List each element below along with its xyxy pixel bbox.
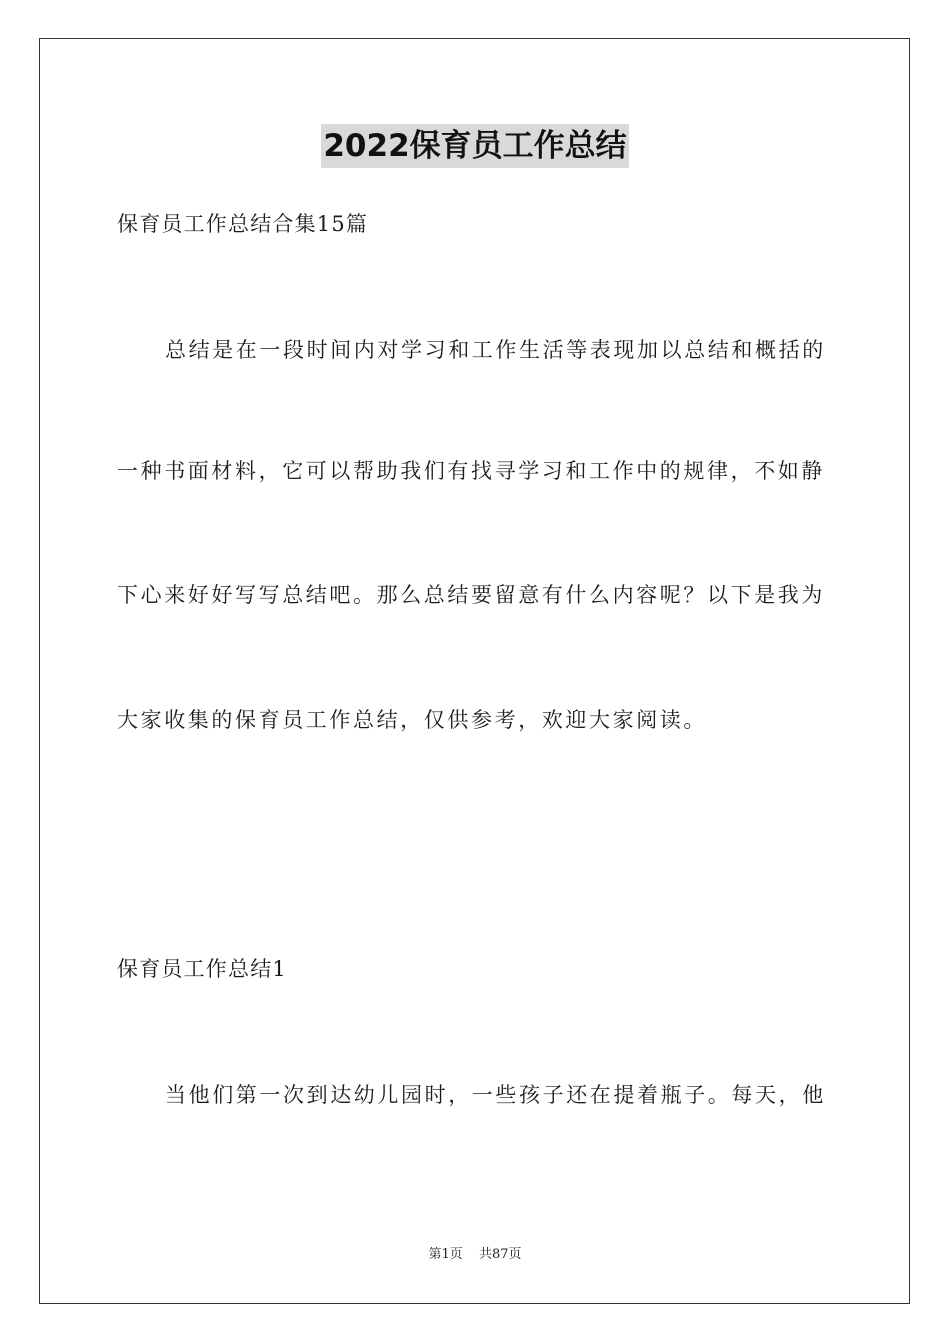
intro-line-2: 一种书面材料，它可以帮助我们有找寻学习和工作中的规律，不如静 [117, 459, 825, 483]
document-title: 2022保育员工作总结 [321, 124, 628, 168]
document-subtitle: 保育员工作总结合集15篇 [117, 212, 369, 236]
intro-line-4: 大家收集的保育员工作总结，仅供参考，欢迎大家阅读。 [117, 708, 707, 732]
page-number-total: 共87页 [478, 1247, 522, 1262]
section-first-line: 当他们第一次到达幼儿园时，一些孩子还在提着瓶子。每天，他 [165, 1083, 826, 1107]
page-footer [0, 1246, 950, 1264]
title-wrapper [0, 124, 950, 168]
intro-line-1: 总结是在一段时间内对学习和工作生活等表现加以总结和概括的 [165, 338, 826, 362]
intro-line-3: 下心来好好写写总结吧。那么总结要留意有什么内容呢？以下是我为 [117, 583, 825, 607]
page-number-current: 第1页 [428, 1247, 463, 1262]
section-heading: 保育员工作总结1 [117, 957, 287, 981]
